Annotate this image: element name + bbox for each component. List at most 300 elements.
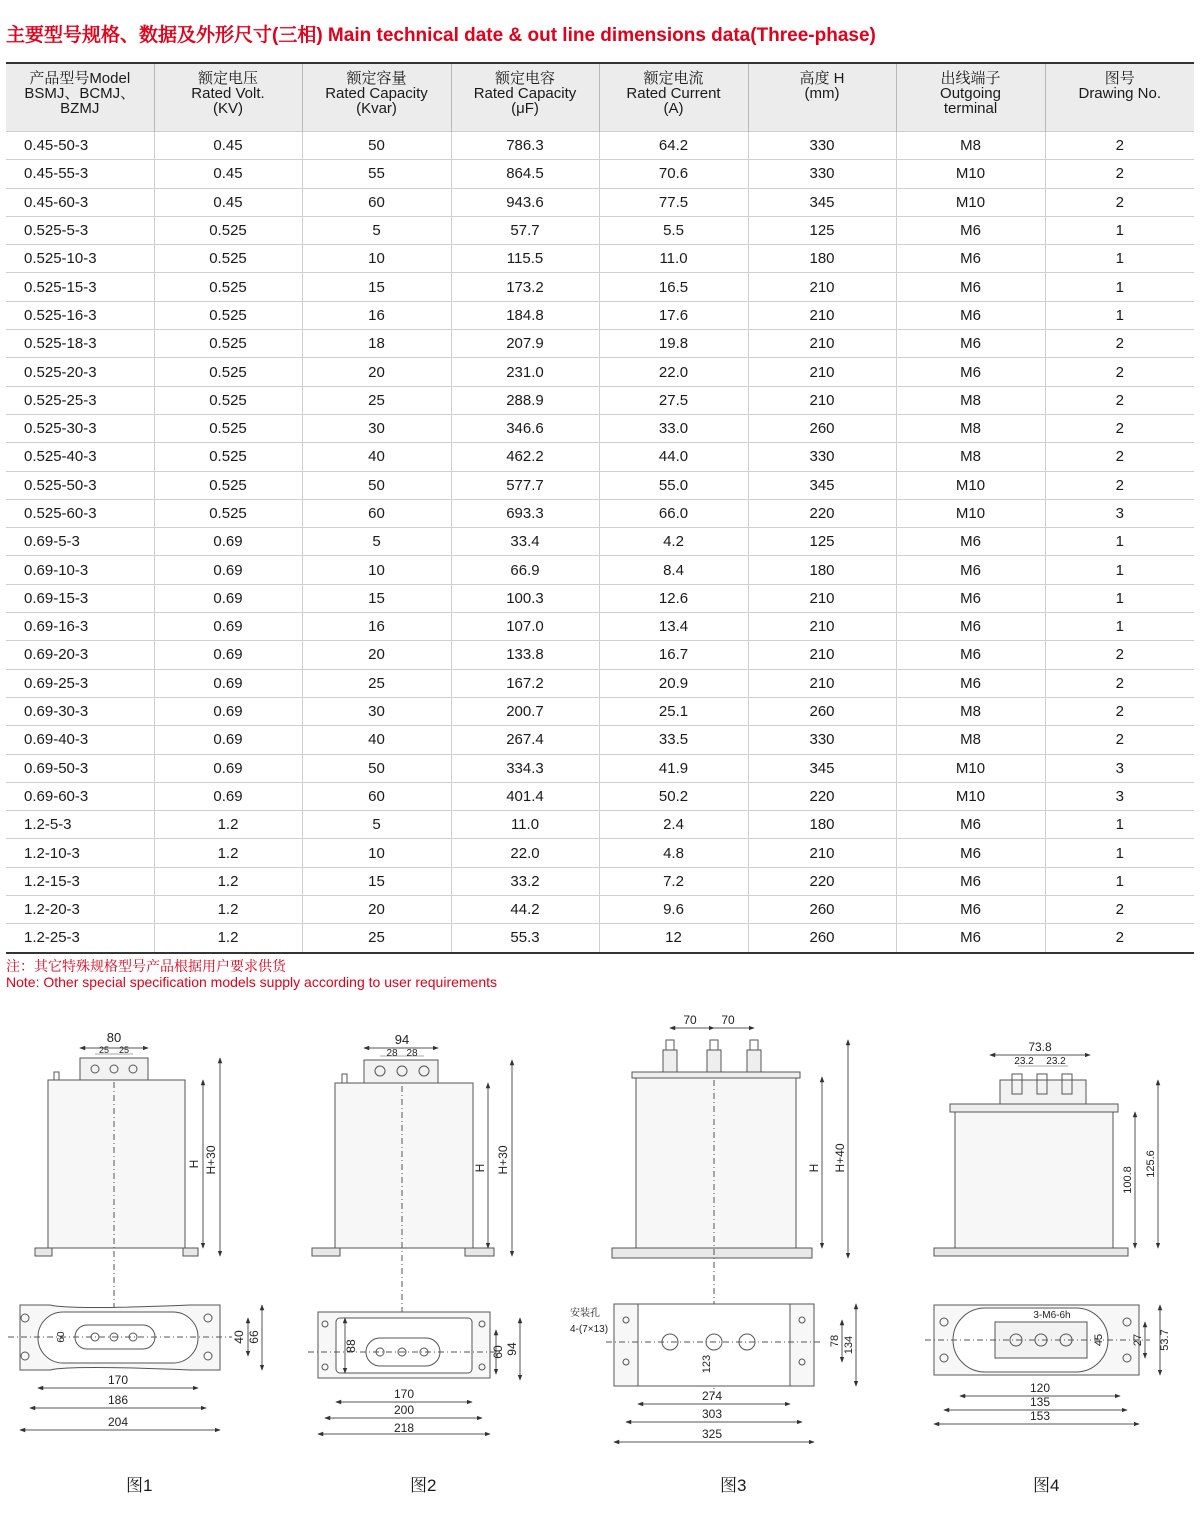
table-cell: 41.9 <box>599 754 748 782</box>
svg-text:170: 170 <box>393 1387 415 1401</box>
table-row <box>6 528 1194 556</box>
table-cell: 0.525-5-3 <box>6 216 154 244</box>
table-cell: 25.1 <box>599 697 748 725</box>
table-cell: 1 <box>1045 528 1194 556</box>
table-cell: 330 <box>748 160 896 188</box>
table-cell: M6 <box>896 839 1045 867</box>
column-header <box>451 63 599 132</box>
table-cell: 57.7 <box>451 216 599 244</box>
table-cell: 1.2 <box>154 867 302 895</box>
table-row <box>6 188 1194 216</box>
table-cell: 25 <box>302 386 451 414</box>
column-header <box>1045 63 1194 132</box>
table-cell: 210 <box>748 301 896 329</box>
fig1-label: 图1 <box>126 1476 153 1495</box>
table-cell: 0.69-30-3 <box>6 697 154 725</box>
table-cell: 9.6 <box>599 896 748 924</box>
table-cell: 30 <box>302 697 451 725</box>
table-cell: 200.7 <box>451 697 599 725</box>
table-row <box>6 443 1194 471</box>
table-row <box>6 414 1194 442</box>
table-cell: 16 <box>302 301 451 329</box>
table-cell: 786.3 <box>451 132 599 160</box>
table-cell: 5.5 <box>599 216 748 244</box>
table-cell: 0.525 <box>154 414 302 442</box>
table-cell: 66.9 <box>451 556 599 584</box>
table-cell: 0.525 <box>154 301 302 329</box>
table-cell: M10 <box>896 754 1045 782</box>
column-header-line: BSMJ、BCMJ、 <box>24 85 136 102</box>
svg-text:25: 25 <box>98 1045 110 1055</box>
svg-text:45: 45 <box>1093 1333 1105 1347</box>
svg-text:200: 200 <box>393 1403 415 1417</box>
table-cell: 1.2 <box>154 839 302 867</box>
table-cell: 115.5 <box>451 245 599 273</box>
column-header-line: (μF) <box>511 100 539 117</box>
table-cell: 60 <box>302 499 451 527</box>
column-header <box>748 63 896 132</box>
table-cell: 2.4 <box>599 811 748 839</box>
table-cell: M8 <box>896 443 1045 471</box>
table-cell: 210 <box>748 358 896 386</box>
table-cell: 1.2-25-3 <box>6 924 154 953</box>
table-cell: 260 <box>748 924 896 953</box>
fig1-feet <box>35 1248 198 1256</box>
table-cell: 2 <box>1045 641 1194 669</box>
table-cell: 2 <box>1045 386 1194 414</box>
table-cell: 0.525 <box>154 386 302 414</box>
drawing-2 <box>308 1048 520 1434</box>
column-header-line: 图号 <box>1104 70 1135 87</box>
svg-text:40: 40 <box>232 1330 246 1344</box>
table-cell: 2 <box>1045 669 1194 697</box>
table-cell: 260 <box>748 896 896 924</box>
table-cell: M6 <box>896 556 1045 584</box>
table-cell: 2 <box>1045 132 1194 160</box>
column-header-line: (A) <box>663 100 684 117</box>
svg-text:170: 170 <box>107 1373 129 1387</box>
table-cell: 77.5 <box>599 188 748 216</box>
table-cell: 40 <box>302 726 451 754</box>
fig1-terminal-block <box>80 1058 148 1080</box>
table-cell: 10 <box>302 556 451 584</box>
column-header-line: Outgoing <box>940 85 1001 102</box>
fig3-hole-spec: 4-(7×13) <box>570 1324 609 1335</box>
svg-text:H: H <box>187 1159 201 1169</box>
table-row <box>6 867 1194 895</box>
table-cell: M8 <box>896 132 1045 160</box>
table-cell: 0.69 <box>154 754 302 782</box>
table-cell: 220 <box>748 867 896 895</box>
svg-text:H+30: H+30 <box>204 1145 218 1175</box>
table-cell: 207.9 <box>451 330 599 358</box>
table-cell: 27.5 <box>599 386 748 414</box>
table-cell: 0.69 <box>154 641 302 669</box>
column-header <box>599 63 748 132</box>
table-cell: 0.69 <box>154 726 302 754</box>
table-cell: 180 <box>748 245 896 273</box>
svg-text:303: 303 <box>701 1407 723 1421</box>
svg-text:23.2: 23.2 <box>1046 1056 1066 1067</box>
table-cell: 60 <box>302 782 451 810</box>
table-cell: 0.525 <box>154 245 302 273</box>
svg-text:135: 135 <box>1029 1395 1051 1409</box>
table-cell: 0.525-60-3 <box>6 499 154 527</box>
table-cell: 2 <box>1045 896 1194 924</box>
table-cell: 1.2 <box>154 811 302 839</box>
table-row <box>6 330 1194 358</box>
table-cell: M6 <box>896 273 1045 301</box>
table-cell: 1.2 <box>154 896 302 924</box>
table-cell: 0.69-10-3 <box>6 556 154 584</box>
note-en: Note: Other special specification models supply according to user requirements <box>6 974 498 990</box>
table-cell: 267.4 <box>451 726 599 754</box>
table-row <box>6 386 1194 414</box>
table-cell: 15 <box>302 867 451 895</box>
table-row <box>6 641 1194 669</box>
table-cell: 2 <box>1045 188 1194 216</box>
table-row <box>6 132 1194 160</box>
table-cell: 0.69 <box>154 556 302 584</box>
svg-text:100.8: 100.8 <box>1122 1166 1134 1194</box>
column-header <box>154 63 302 132</box>
table-cell: 55 <box>302 160 451 188</box>
table-cell: 125 <box>748 216 896 244</box>
table-cell: 13.4 <box>599 613 748 641</box>
svg-text:60: 60 <box>56 1331 67 1343</box>
svg-text:204: 204 <box>107 1415 129 1429</box>
table-cell: 20 <box>302 358 451 386</box>
column-header-line: 额定电流 <box>643 70 704 87</box>
table-row <box>6 584 1194 612</box>
svg-text:3-M6-6h: 3-M6-6h <box>1033 1310 1071 1321</box>
table-cell: 1.2-5-3 <box>6 811 154 839</box>
table-row <box>6 556 1194 584</box>
table-cell: 345 <box>748 471 896 499</box>
table-cell: 330 <box>748 132 896 160</box>
column-header-line: 产品型号Model <box>29 70 131 87</box>
table-cell: 2 <box>1045 443 1194 471</box>
fig3-body <box>636 1077 796 1248</box>
table-cell: 50 <box>302 754 451 782</box>
table-cell: 1 <box>1045 216 1194 244</box>
table-cell: 7.2 <box>599 867 748 895</box>
dimension-drawings <box>0 1000 1200 1460</box>
svg-text:28: 28 <box>406 1048 418 1059</box>
table-cell: M6 <box>896 867 1045 895</box>
table-cell: 40 <box>302 443 451 471</box>
column-header-line: BZMJ <box>60 100 100 117</box>
column-header-line: Rated Volt. <box>191 85 265 102</box>
table-cell: 18 <box>302 330 451 358</box>
table-cell: 66.0 <box>599 499 748 527</box>
table-row <box>6 613 1194 641</box>
table-cell: M8 <box>896 386 1045 414</box>
table-cell: 1 <box>1045 273 1194 301</box>
table-cell: 260 <box>748 414 896 442</box>
table-cell: 15 <box>302 273 451 301</box>
svg-text:H+40: H+40 <box>833 1143 847 1173</box>
table-cell: 1.2-10-3 <box>6 839 154 867</box>
column-header-line: (Kvar) <box>356 100 397 117</box>
table-cell: 220 <box>748 782 896 810</box>
table-cell: 33.4 <box>451 528 599 556</box>
table-row <box>6 754 1194 782</box>
table-cell: 20 <box>302 641 451 669</box>
table-cell: 0.69-25-3 <box>6 669 154 697</box>
table-row <box>6 697 1194 725</box>
table-cell: 210 <box>748 613 896 641</box>
table-cell: 12 <box>599 924 748 953</box>
table-cell: 0.69-15-3 <box>6 584 154 612</box>
table-cell: 3 <box>1045 499 1194 527</box>
table-cell: M10 <box>896 782 1045 810</box>
table-cell: 330 <box>748 443 896 471</box>
table-cell: 0.525 <box>154 471 302 499</box>
table-cell: 17.6 <box>599 301 748 329</box>
table-cell: 10 <box>302 839 451 867</box>
table-cell: 345 <box>748 188 896 216</box>
table-cell: 0.69 <box>154 782 302 810</box>
table-cell: 210 <box>748 273 896 301</box>
drawing-3 <box>606 1028 856 1442</box>
table-cell: 210 <box>748 641 896 669</box>
table-cell: 0.69-40-3 <box>6 726 154 754</box>
table-cell: 55.0 <box>599 471 748 499</box>
table-row <box>6 839 1194 867</box>
table-cell: 100.3 <box>451 584 599 612</box>
fig1-stud <box>54 1072 59 1080</box>
drawing-4 <box>925 1055 1160 1424</box>
svg-text:60: 60 <box>491 1345 505 1359</box>
table-cell: M10 <box>896 160 1045 188</box>
svg-text:274: 274 <box>701 1389 723 1403</box>
table-cell: 0.45-50-3 <box>6 132 154 160</box>
table-cell: 0.525 <box>154 499 302 527</box>
table-cell: M8 <box>896 414 1045 442</box>
table-row <box>6 273 1194 301</box>
table-cell: 0.69 <box>154 584 302 612</box>
table-cell: M10 <box>896 471 1045 499</box>
table-cell: 693.3 <box>451 499 599 527</box>
table-cell: 180 <box>748 556 896 584</box>
svg-text:H+30: H+30 <box>496 1145 510 1175</box>
svg-text:88: 88 <box>344 1339 358 1353</box>
table-cell: M6 <box>896 613 1045 641</box>
svg-text:25: 25 <box>118 1045 130 1055</box>
table-cell: 864.5 <box>451 160 599 188</box>
column-header-line: Drawing No. <box>1078 85 1162 102</box>
table-cell: 133.8 <box>451 641 599 669</box>
table-cell: 0.525-30-3 <box>6 414 154 442</box>
table-cell: 0.525 <box>154 273 302 301</box>
table-cell: 0.525 <box>154 330 302 358</box>
table-cell: M6 <box>896 669 1045 697</box>
table-cell: 0.69-50-3 <box>6 754 154 782</box>
table-cell: 2 <box>1045 358 1194 386</box>
table-cell: 0.525-25-3 <box>6 386 154 414</box>
svg-text:28: 28 <box>386 1048 398 1059</box>
table-row <box>6 216 1194 244</box>
table-cell: 0.69-5-3 <box>6 528 154 556</box>
table-cell: 0.69-20-3 <box>6 641 154 669</box>
table-cell: 220 <box>748 499 896 527</box>
table-cell: 184.8 <box>451 301 599 329</box>
page-title: 主要型号规格、数据及外形尺寸(三相) Main technical date & out line dimensions data(Three-phase) <box>6 25 876 46</box>
table-cell: 107.0 <box>451 613 599 641</box>
svg-text:325: 325 <box>701 1427 723 1441</box>
table-cell: 0.525 <box>154 443 302 471</box>
fig1-top-width: 80 <box>106 1030 122 1045</box>
table-cell: 44.2 <box>451 896 599 924</box>
table-cell: 1 <box>1045 811 1194 839</box>
table-cell: M6 <box>896 896 1045 924</box>
table-cell: 44.0 <box>599 443 748 471</box>
fig3-label: 图3 <box>720 1476 747 1495</box>
table-row <box>6 924 1194 953</box>
table-cell: 345 <box>748 754 896 782</box>
table-cell: 60 <box>302 188 451 216</box>
fig1-body <box>48 1080 185 1248</box>
spec-table-header <box>6 63 1194 132</box>
table-cell: 64.2 <box>599 132 748 160</box>
table-cell: 3 <box>1045 782 1194 810</box>
table-cell: M10 <box>896 499 1045 527</box>
table-cell: 2 <box>1045 726 1194 754</box>
table-cell: 16.5 <box>599 273 748 301</box>
column-header-line: Rated Capacity <box>325 85 428 102</box>
table-cell: 70.6 <box>599 160 748 188</box>
table-cell: 55.3 <box>451 924 599 953</box>
note <box>6 958 497 990</box>
table-cell: 1.2-20-3 <box>6 896 154 924</box>
svg-text:123: 123 <box>701 1354 713 1374</box>
svg-text:66: 66 <box>247 1330 261 1344</box>
svg-text:70: 70 <box>683 1013 697 1027</box>
table-cell: 346.6 <box>451 414 599 442</box>
table-cell: 0.45-60-3 <box>6 188 154 216</box>
table-row <box>6 301 1194 329</box>
column-header <box>302 63 451 132</box>
table-cell: 231.0 <box>451 358 599 386</box>
svg-text:134: 134 <box>843 1335 855 1355</box>
table-cell: 11.0 <box>451 811 599 839</box>
table-cell: 1 <box>1045 613 1194 641</box>
fig2-body <box>335 1083 473 1248</box>
table-cell: 4.2 <box>599 528 748 556</box>
table-cell: 0.525-16-3 <box>6 301 154 329</box>
table-cell: 0.69 <box>154 697 302 725</box>
table-cell: 1 <box>1045 584 1194 612</box>
table-cell: 2 <box>1045 471 1194 499</box>
table-cell: M6 <box>896 358 1045 386</box>
table-cell: 173.2 <box>451 273 599 301</box>
table-cell: 0.69-16-3 <box>6 613 154 641</box>
table-cell: 0.525-40-3 <box>6 443 154 471</box>
table-cell: 210 <box>748 584 896 612</box>
table-cell: M6 <box>896 641 1045 669</box>
table-cell: 0.525-10-3 <box>6 245 154 273</box>
table-cell: 210 <box>748 839 896 867</box>
table-cell: M6 <box>896 216 1045 244</box>
table-cell: 330 <box>748 726 896 754</box>
table-cell: 2 <box>1045 160 1194 188</box>
table-cell: 20 <box>302 896 451 924</box>
table-cell: 0.69 <box>154 528 302 556</box>
svg-text:186: 186 <box>107 1393 129 1407</box>
table-cell: M8 <box>896 697 1045 725</box>
table-cell: 3 <box>1045 754 1194 782</box>
table-cell: 167.2 <box>451 669 599 697</box>
table-cell: 16.7 <box>599 641 748 669</box>
fig3-hole-cn: 安装孔 <box>570 1308 600 1319</box>
table-cell: M6 <box>896 528 1045 556</box>
table-cell: 0.525-20-3 <box>6 358 154 386</box>
column-header-line: terminal <box>943 100 998 117</box>
svg-text:23.2: 23.2 <box>1014 1056 1034 1067</box>
column-header-line: 额定容量 <box>346 70 407 87</box>
table-cell: 260 <box>748 697 896 725</box>
table-row <box>6 471 1194 499</box>
table-cell: 25 <box>302 924 451 953</box>
table-cell: M6 <box>896 924 1045 953</box>
column-header-line: 额定电容 <box>494 70 555 87</box>
table-cell: 210 <box>748 386 896 414</box>
table-cell: 1.2-15-3 <box>6 867 154 895</box>
svg-text:H: H <box>473 1163 487 1173</box>
table-cell: 1 <box>1045 556 1194 584</box>
table-cell: 1 <box>1045 301 1194 329</box>
fig4-label: 图4 <box>1033 1476 1060 1495</box>
table-cell: 2 <box>1045 697 1194 725</box>
table-cell: 401.4 <box>451 782 599 810</box>
table-cell: 1 <box>1045 245 1194 273</box>
table-row <box>6 782 1194 810</box>
table-cell: M6 <box>896 301 1045 329</box>
table-cell: 2 <box>1045 924 1194 953</box>
table-row <box>6 160 1194 188</box>
table-row <box>6 726 1194 754</box>
table-cell: 0.45 <box>154 188 302 216</box>
drawing-1 <box>8 1048 262 1430</box>
table-cell: 10 <box>302 245 451 273</box>
table-cell: 0.45 <box>154 132 302 160</box>
table-cell: M6 <box>896 584 1045 612</box>
table-cell: 12.6 <box>599 584 748 612</box>
table-row <box>6 811 1194 839</box>
table-cell: M8 <box>896 726 1045 754</box>
table-cell: 2 <box>1045 414 1194 442</box>
table-cell: 8.4 <box>599 556 748 584</box>
table-cell: 0.525-50-3 <box>6 471 154 499</box>
table-cell: 0.525 <box>154 358 302 386</box>
svg-text:153: 153 <box>1029 1409 1051 1423</box>
svg-text:94: 94 <box>505 1342 519 1356</box>
column-header <box>896 63 1045 132</box>
table-cell: 5 <box>302 811 451 839</box>
table-cell: 50.2 <box>599 782 748 810</box>
table-cell: M6 <box>896 811 1045 839</box>
table-cell: 288.9 <box>451 386 599 414</box>
column-header-line: Rated Current <box>626 85 721 102</box>
svg-text:120: 120 <box>1029 1381 1051 1395</box>
table-cell: 33.5 <box>599 726 748 754</box>
column-header <box>6 63 154 132</box>
table-cell: 0.69 <box>154 613 302 641</box>
table-cell: 0.525-15-3 <box>6 273 154 301</box>
svg-text:218: 218 <box>393 1421 415 1435</box>
column-header-line: (KV) <box>213 100 243 117</box>
